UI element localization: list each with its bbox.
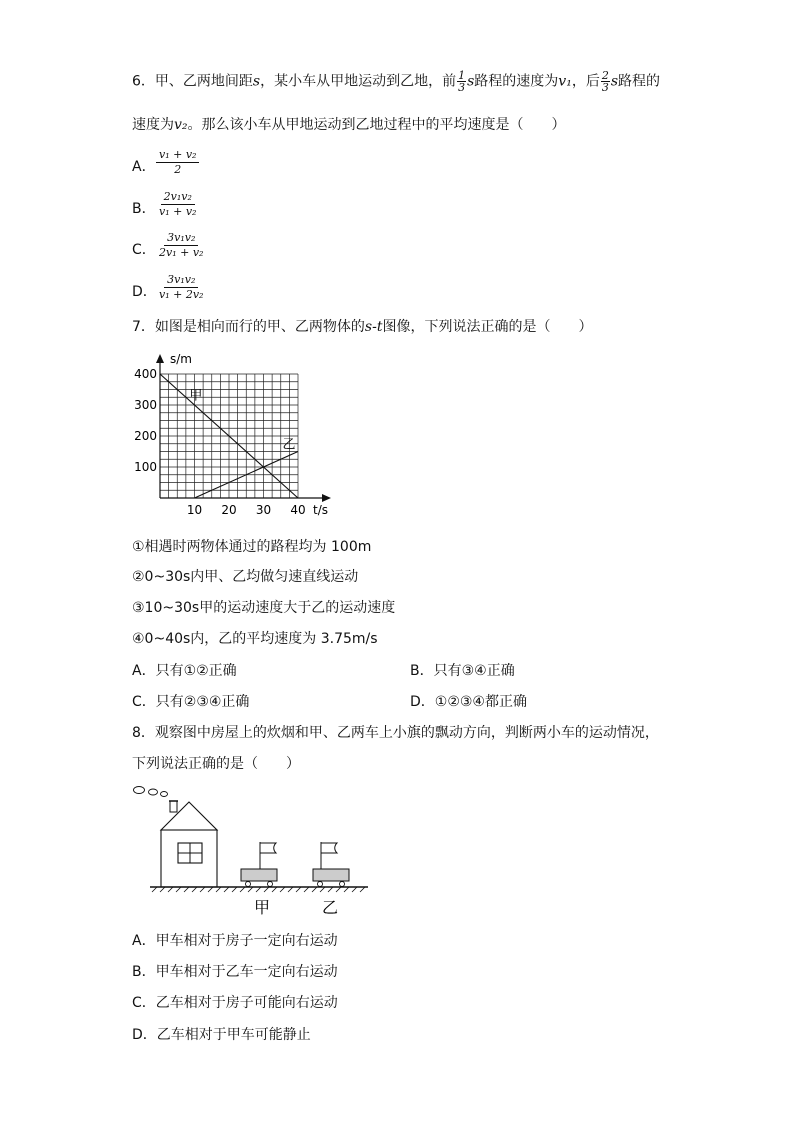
frac-den: 3 xyxy=(601,81,609,94)
car-jia-icon xyxy=(241,842,277,887)
var-v1: v₁ xyxy=(558,73,572,90)
var-s-t: s-t xyxy=(364,319,383,335)
q6-text: 速度为 xyxy=(132,117,174,133)
q6-option-d[interactable] xyxy=(132,281,157,301)
var-s: s xyxy=(610,73,619,90)
q7-option-c[interactable]: C．只有②③④正确 xyxy=(132,694,250,710)
q6-text: ，后 xyxy=(571,73,600,90)
q8-option-a[interactable]: A．甲车相对于房子一定向右运动 xyxy=(132,933,338,949)
frac-num: 1 xyxy=(458,69,466,82)
option-label: A． xyxy=(132,159,156,175)
house-cars-illustration xyxy=(128,780,373,920)
q8-stem-line2: 下列说法正确的是（ ） xyxy=(132,756,300,772)
y-axis-arrow xyxy=(156,354,164,363)
car-label-yi: 乙 xyxy=(322,898,339,917)
frac-num: 2 xyxy=(601,69,609,82)
option-label: B． xyxy=(132,201,156,217)
s-t-graph xyxy=(125,342,345,524)
x-axis-arrow xyxy=(322,494,331,502)
q7-option-d[interactable]: D．①②③④都正确 xyxy=(410,694,527,710)
q6-option-a-fraction xyxy=(156,148,199,177)
x-tick-label: 10 xyxy=(186,503,203,517)
frac-num: 3v₁v₂ xyxy=(164,231,198,246)
series-label-jia: 甲 xyxy=(189,388,203,404)
q7-text: 图像，下列说法正确的是（ ） xyxy=(382,319,593,335)
frac-den: v₁ + 2v₂ xyxy=(159,288,204,301)
y-tick-label: 200 xyxy=(134,429,157,443)
y-tick-label: 300 xyxy=(134,398,157,412)
series-label-yi: 乙 xyxy=(282,437,296,453)
q7-statement-3: ③10~30s甲的运动速度大于乙的运动速度 xyxy=(132,600,396,616)
q6-text: 路程的速度为 xyxy=(474,73,559,90)
option-label: D． xyxy=(132,284,157,300)
q6-option-c-fraction xyxy=(156,231,206,260)
smoke-puff-icon xyxy=(134,787,145,794)
frac-den: 2v₁ + v₂ xyxy=(159,246,204,259)
y-tick-label: 400 xyxy=(134,367,157,381)
fraction-two-thirds xyxy=(601,70,610,93)
q6-text: ，某小车从甲地运动到乙地，前 xyxy=(260,73,457,90)
frac-num: 3v₁v₂ xyxy=(164,273,198,288)
q7-option-b[interactable]: B．只有③④正确 xyxy=(410,663,515,679)
frac-den: 2 xyxy=(174,163,182,176)
smoke-puff-icon xyxy=(149,789,158,795)
q6-stem-line2 xyxy=(132,114,566,134)
y-axis-label: s/m xyxy=(170,352,192,366)
house-roof-icon xyxy=(161,802,217,830)
frac-den: 3 xyxy=(458,81,466,94)
q6-option-a[interactable] xyxy=(132,156,156,176)
frac-num: v₁ + v₂ xyxy=(156,148,199,163)
var-s: s xyxy=(467,73,475,90)
q8-stem-line1: 8．观察图中房屋上的炊烟和甲、乙两车上小旗的飘动方向，判断两小车的运动情况， xyxy=(132,725,659,741)
q7-statement-4: ④0~40s内，乙的平均速度为 3.75m/s xyxy=(132,631,378,647)
q6-stem-line1 xyxy=(132,70,660,93)
car-label-jia: 甲 xyxy=(254,898,271,917)
car-yi-icon xyxy=(313,842,349,887)
q6-text: 6．甲、乙两地间距 xyxy=(132,73,253,90)
x-tick-label: 20 xyxy=(221,503,237,517)
option-label: C． xyxy=(132,242,156,258)
frac-num: 2v₁v₂ xyxy=(161,190,195,205)
fraction-one-third xyxy=(457,70,466,93)
flag-icon xyxy=(260,843,276,853)
q6-option-d-fraction xyxy=(156,273,206,302)
q7-text: 7．如图是相向而行的甲、乙两物体的 xyxy=(132,319,365,335)
frac-den: v₁ + v₂ xyxy=(159,205,197,218)
flag-icon xyxy=(321,843,337,853)
q6-option-c[interactable] xyxy=(132,239,156,259)
q7-stem xyxy=(132,316,592,336)
var-v2: v₂ xyxy=(174,117,188,133)
x-tick-label: 40 xyxy=(290,503,306,517)
q7-option-a[interactable]: A．只有①②正确 xyxy=(132,663,237,679)
ground-hatching xyxy=(152,887,365,892)
x-tick-label: 30 xyxy=(255,503,272,517)
q8-option-c[interactable]: C．乙车相对于房子可能向右运动 xyxy=(132,995,338,1011)
x-axis-label: t/s xyxy=(313,503,328,517)
q6-text: 路程的 xyxy=(618,73,661,90)
q8-option-b[interactable]: B．甲车相对于乙车一定向右运动 xyxy=(132,964,338,980)
q6-option-b-fraction xyxy=(156,190,199,219)
y-tick-label: 100 xyxy=(134,460,157,474)
smoke-puff-icon xyxy=(161,792,168,797)
q8-option-d[interactable]: D．乙车相对于甲车可能静止 xyxy=(132,1027,311,1043)
q7-statement-2: ②0~30s内甲、乙均做匀速直线运动 xyxy=(132,569,359,585)
q7-statement-1: ①相遇时两物体通过的路程均为 100m xyxy=(132,539,372,555)
q6-text: 。那么该小车从甲地运动到乙地过程中的平均速度是（ ） xyxy=(187,117,566,133)
chimney-icon xyxy=(170,801,177,812)
var-s: s xyxy=(252,73,261,90)
q6-option-b[interactable] xyxy=(132,198,156,218)
